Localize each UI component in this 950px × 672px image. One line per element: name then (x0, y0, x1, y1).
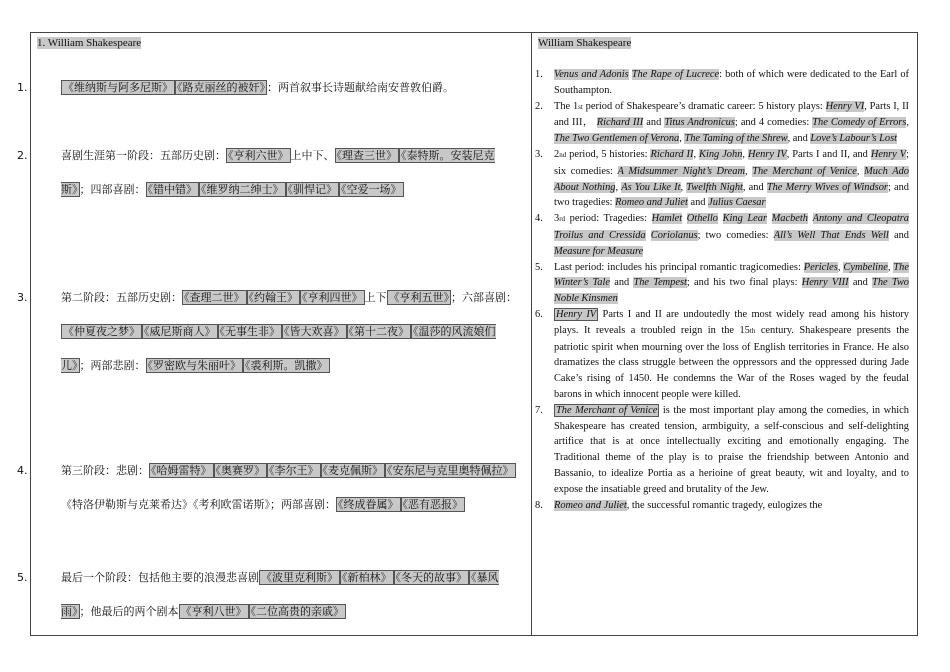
text-run: , (856, 165, 865, 177)
text-run: ; and his two final plays: (686, 277, 802, 289)
item-text (61, 463, 516, 512)
work-title: The Two Gentlemen of Verona (554, 133, 680, 145)
en-item-3 (532, 147, 917, 211)
text-run: , and (787, 133, 811, 145)
zh-item-4 (17, 454, 521, 522)
work-title: Cymbeline (843, 261, 888, 273)
work-title: Henry V (870, 148, 907, 160)
work-title: The Two Noble Kinsmen (554, 277, 909, 305)
text-run (767, 213, 772, 224)
text-run: , (837, 261, 844, 273)
text-run: is the most important play among the comedies, in which Shakespeare has created tension, armbiguity, a self-conscious and self-delighting artifice that is at once intellectually exciting and emotionally engaging. The Traditional theme of the play is to praise the friendship between Antonio and Bassanio, to idealize Portia as a herioine of great beauty, wit and loyalty, and to expose the insatiable greed and brutality of the Jew. (554, 404, 909, 495)
work-title: 《亨利六世》 (228, 149, 289, 162)
right-header (532, 33, 917, 53)
text-run: and (848, 277, 873, 289)
document-table (17, 32, 918, 636)
work-title: 《泰特斯。安装尼克斯》 (61, 149, 495, 196)
text-run: , (679, 133, 685, 145)
work-title: 《冬天的故事》 (395, 571, 467, 584)
work-title: Hamlet (651, 213, 683, 225)
work-title: The Rape of Lucrece (631, 69, 720, 80)
text-run: ; six comedies: (554, 148, 909, 177)
item-number: 3. (17, 291, 28, 304)
zh-item-1 (17, 71, 521, 105)
english-column (532, 33, 917, 635)
text-run: , (744, 165, 753, 177)
work-title: 《皆大欢喜》 (284, 325, 345, 338)
work-title: 《维纳斯与阿多尼斯》 (63, 81, 173, 94)
item-text (61, 148, 495, 197)
work-title: Henry VI (825, 100, 865, 112)
work-title: 《安东尼与克里奥特佩拉》 (387, 464, 514, 477)
work-title: 《约翰王》 (248, 291, 298, 304)
work-title: Measure for Measure (554, 245, 644, 257)
work-title: 《二位高贵的亲戚》 (250, 605, 344, 618)
en-list (532, 67, 917, 513)
zh-item-2 (17, 139, 521, 207)
text-run: 第二阶段：五部历史剧： (61, 291, 182, 304)
text-run: , and (742, 181, 767, 193)
work-title: A Midsummer Night’s Dream (617, 165, 745, 177)
text-run: The 1 (554, 100, 579, 112)
text-run: : both of which were dedicated to the Earl of Southampton. (554, 69, 909, 96)
work-title: The Merry Wives of Windsor (766, 181, 888, 193)
work-title: 《理查三世》 (336, 149, 397, 162)
text-run: ；四部喜剧： (79, 183, 146, 196)
item-number: 5. (535, 261, 543, 273)
zh-item-5 (17, 561, 521, 629)
text-run: 《特洛伊勒斯与克莱希达》《考利欧雷诺斯》；两部喜剧： (61, 498, 336, 511)
work-title: Henry VIII (801, 277, 849, 289)
left-header (31, 33, 531, 53)
en-item-7 (532, 403, 917, 498)
work-title: Love’s Labour’s Lost (810, 133, 898, 145)
chinese-column (17, 33, 532, 635)
work-title: The Merchant of Venice (752, 165, 857, 177)
text-run: , Parts I, II and III， (554, 100, 909, 129)
en-item-1 (532, 67, 917, 99)
text-run: 喜剧生涯第一阶段：五部历史剧： (61, 149, 226, 162)
work-title: The Merchant of Venice (556, 404, 658, 416)
work-title: King Lear (722, 213, 768, 225)
work-title: Antony and Cleopatra (812, 213, 909, 225)
item-number: 2. (17, 149, 28, 162)
text-run: period of Shakespeare’s dramatic career: 5 history plays: (582, 100, 826, 112)
text-run: and (687, 197, 709, 209)
text-run: ; and two tragedies: (554, 181, 909, 209)
work-title: Macbeth (771, 213, 808, 225)
work-title: 《新柏林》 (342, 571, 392, 584)
work-title: 《空爱一场》 (341, 183, 402, 196)
work-title: Coriolanus (650, 229, 698, 241)
work-title: 《麦克佩斯》 (322, 464, 383, 477)
text-run: century. Shakespeare presents the patriotic spirit when mourning over the loss of English territories in France. He also dramatizes the class struggle between the oppressors and the oppressed during Jade Cake’s rising of 1450. He condemns the War of the Roses waged by the feudal barons in which innocent people were killed. (554, 324, 910, 400)
text-run: , (693, 148, 700, 160)
work-title: Richard III (596, 117, 644, 129)
text-run: , Parts I and II, and (786, 148, 871, 160)
en-item-4 (532, 211, 917, 259)
text-run: rd (559, 215, 566, 224)
text-run: , the successful romantic tragedy, eulogizes the (626, 499, 823, 511)
en-item-6 (532, 307, 917, 403)
text-run: 上中下、 (290, 149, 335, 162)
en-item-5 (532, 260, 917, 307)
item-number: 4. (17, 464, 28, 477)
work-title: Romeo and Juliet (554, 499, 627, 511)
work-title: 《威尼斯商人》 (144, 325, 216, 338)
text-run: , (680, 181, 687, 193)
item-text (61, 570, 499, 619)
work-title: Titus Andronicus (664, 117, 735, 129)
item-text (61, 290, 517, 373)
work-title: 《驯悍记》 (287, 183, 337, 196)
work-title: 《查理二世》 (184, 291, 245, 304)
work-title: Richard II (650, 148, 694, 160)
work-title: 《第十二夜》 (348, 325, 409, 338)
work-title: Troilus and Cressida (554, 229, 646, 241)
text-run (808, 213, 813, 224)
work-title: 《仲夏夜之梦》 (63, 325, 140, 338)
text-run: Parts I and II are undoutedly the most widely read among his history plays. It reveals a troubled reign in the 15 (554, 308, 909, 336)
right-header-text: William Shakespeare (538, 37, 632, 49)
text-run: th (749, 326, 756, 335)
text-run: period: Tragedies: (565, 213, 652, 225)
item-number: 3. (535, 148, 543, 160)
text-run: nd (559, 150, 567, 159)
text-run: period, 5 histories: (566, 148, 651, 160)
work-title: 《波里克利斯》 (261, 571, 338, 584)
work-title: 《亨利五世》 (388, 291, 449, 304)
text-run (718, 213, 723, 224)
text-run: ; two comedies: (697, 229, 774, 241)
item-number: 6. (535, 308, 543, 320)
text-run: st (578, 102, 583, 111)
text-run: ；他最后的两个剧本 (79, 605, 179, 618)
item-text (61, 80, 454, 95)
en-item-2 (532, 99, 917, 147)
text-run: , (887, 261, 894, 273)
text-run: 3 (554, 213, 560, 225)
work-title: Henry IV (556, 308, 597, 320)
work-title: All’s Well That Ends Well (773, 229, 889, 241)
item-number: 7. (535, 404, 543, 416)
text-run: 第三阶段：悲剧： (61, 464, 149, 477)
text-run: 上下 (364, 291, 387, 304)
text-run: Last period: includes his principal romantic tragicomedies: (554, 261, 804, 273)
item-number: 2. (535, 100, 543, 112)
work-title: Julius Caesar (708, 197, 766, 209)
work-title: 《罗密欧与朱丽叶》 (147, 359, 241, 372)
work-title: 《路克丽丝的被奸》 (177, 81, 265, 94)
item-number: 5. (17, 571, 28, 584)
item-number: 8. (535, 499, 543, 511)
text-run: , (906, 117, 910, 129)
zh-item-3 (17, 281, 521, 383)
work-title: King John (699, 148, 743, 160)
work-title: 《恶有恶报》 (402, 498, 463, 511)
work-title: Much Ado About Nothing (554, 165, 909, 193)
work-title: 《奥赛罗》 (215, 464, 265, 477)
work-title: 《终成眷属》 (338, 498, 399, 511)
work-title: The Taming of the Shrew (684, 133, 788, 145)
text-run: and (643, 117, 665, 129)
text-run: ; and 4 comedies: (734, 117, 813, 129)
work-title: Othello (686, 213, 718, 225)
work-title: 《无事生非》 (219, 325, 280, 338)
work-title: Twelfth Night (686, 181, 743, 193)
work-title: 《温莎的风流娘们儿》 (61, 325, 496, 372)
work-title: 《李尔王》 (269, 464, 319, 477)
work-title: 《亨利八世》 (180, 605, 247, 618)
work-title: Romeo and Juliet (615, 197, 688, 209)
text-run: and (888, 229, 909, 241)
work-title: As You Like It (621, 181, 681, 193)
work-title: The Tempest (633, 277, 687, 289)
text-run: 最后一个阶段：包括他主要的浪漫悲喜剧 (61, 571, 259, 584)
text-run: ；六部喜剧： (451, 291, 517, 304)
work-title: The Winter’s Tale (554, 261, 909, 289)
text-run: , (742, 148, 748, 160)
item-number: 1. (17, 81, 28, 94)
work-title: Henry IV (747, 148, 787, 160)
text-run: and (610, 277, 634, 289)
item-number: 4. (535, 213, 543, 225)
work-title: Pericles (803, 261, 838, 273)
work-title: The Comedy of Errors (812, 117, 907, 129)
work-title: 《维罗纳二绅士》 (201, 183, 284, 196)
text-run: 2 (554, 148, 560, 160)
work-title: 《哈姆雷特》 (151, 464, 212, 477)
left-header-text: 1. William Shakespeare (37, 37, 142, 49)
work-title: 《裘利斯。凯撒》 (245, 359, 328, 372)
work-title: 《亨利四世》 (302, 291, 363, 304)
text-run: ；两部悲剧： (79, 359, 146, 372)
work-title: Venus and Adonis (554, 69, 629, 80)
work-title: 《暴风雨》 (61, 571, 499, 618)
text-run: ：两首叙事长诗题献给南安普敦伯爵。 (267, 81, 454, 94)
en-item-8 (532, 498, 917, 514)
item-number: 1. (535, 69, 543, 80)
work-title: 《错中错》 (147, 183, 197, 196)
text-run: , (615, 181, 622, 193)
